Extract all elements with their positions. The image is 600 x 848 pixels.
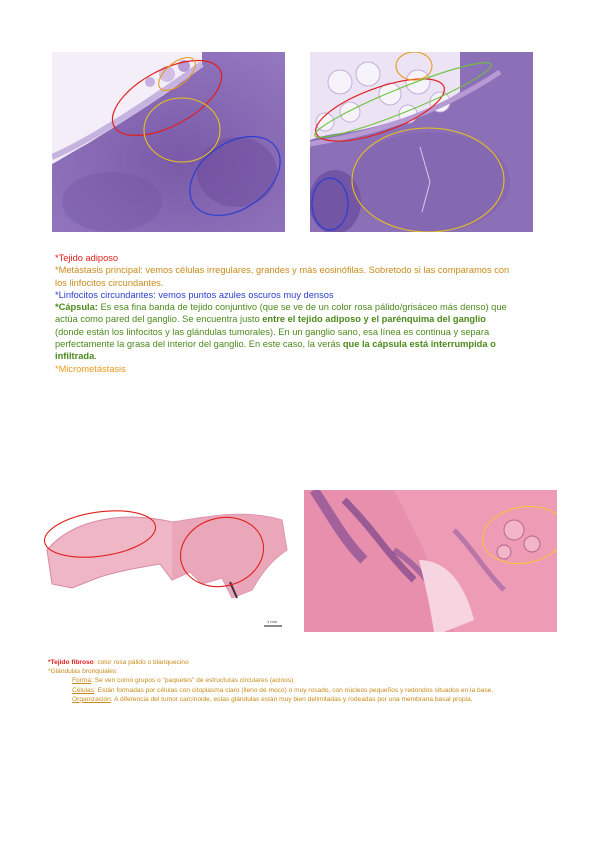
legend-main-metastasis: *Metástasis principal: vemos células irregulares, grandes y más eosinófilas. Sobretodo si las comparamos con los linfocitos circundantes. bbox=[55, 265, 510, 288]
legend-organizacion: Organización: A diferencia del tumor carcinoide, estas glándulas están muy bien delimitadas y rodeadas por una membrana basal propia. bbox=[72, 695, 473, 703]
scale-bar-label: 1 mm bbox=[267, 619, 277, 624]
legend-forma: Forma: Se ven como grupos o "paquetes" de estructuras circulares (acinos). bbox=[72, 677, 296, 685]
legend-micrometastasis: *Micrometástasis bbox=[55, 363, 126, 374]
legend-adipose: *Tejido adiposo bbox=[55, 253, 119, 263]
micrograph-lymph-node-left bbox=[52, 52, 285, 232]
micrograph-bronchial-high-power bbox=[304, 490, 557, 632]
legend-celulas: Células: Están formadas por células con citoplasma claro (lleno de moco) o muy rosado, con núcleos pequeños y redondos situados en la base. bbox=[72, 686, 494, 694]
legend-lymphocytes: *Linfocitos circundantes: vemos puntos azules oscuros muy densos bbox=[55, 289, 334, 300]
micrograph-lymph-node-right bbox=[310, 52, 533, 232]
top-legend bbox=[55, 252, 515, 375]
bottom-legend bbox=[48, 658, 553, 704]
micrograph-bronchial-low-power bbox=[42, 480, 292, 635]
legend-capsule: *Cápsula: Es esa fina banda de tejido conjuntivo (que se ve de un color rosa pálido/grisáceo más denso) que actúa como pared del ganglio. Se encuentra justo entre el tejido adiposo y el parénquima del ganglio (donde están los linfocitos y las glándulas tumorales). En un ganglio sano, esa línea es continua y separa perfectamente la grasa del interior del ganglio. En este caso, la verás que la cápsula está interrumpida o infiltrada. bbox=[55, 302, 507, 362]
legend-fibrous-tissue: *Tejido fibroso: color rosa pálido o blanquecino bbox=[48, 659, 189, 666]
legend-bronchial-glands: *Glándulas bronquiales: bbox=[48, 668, 119, 676]
